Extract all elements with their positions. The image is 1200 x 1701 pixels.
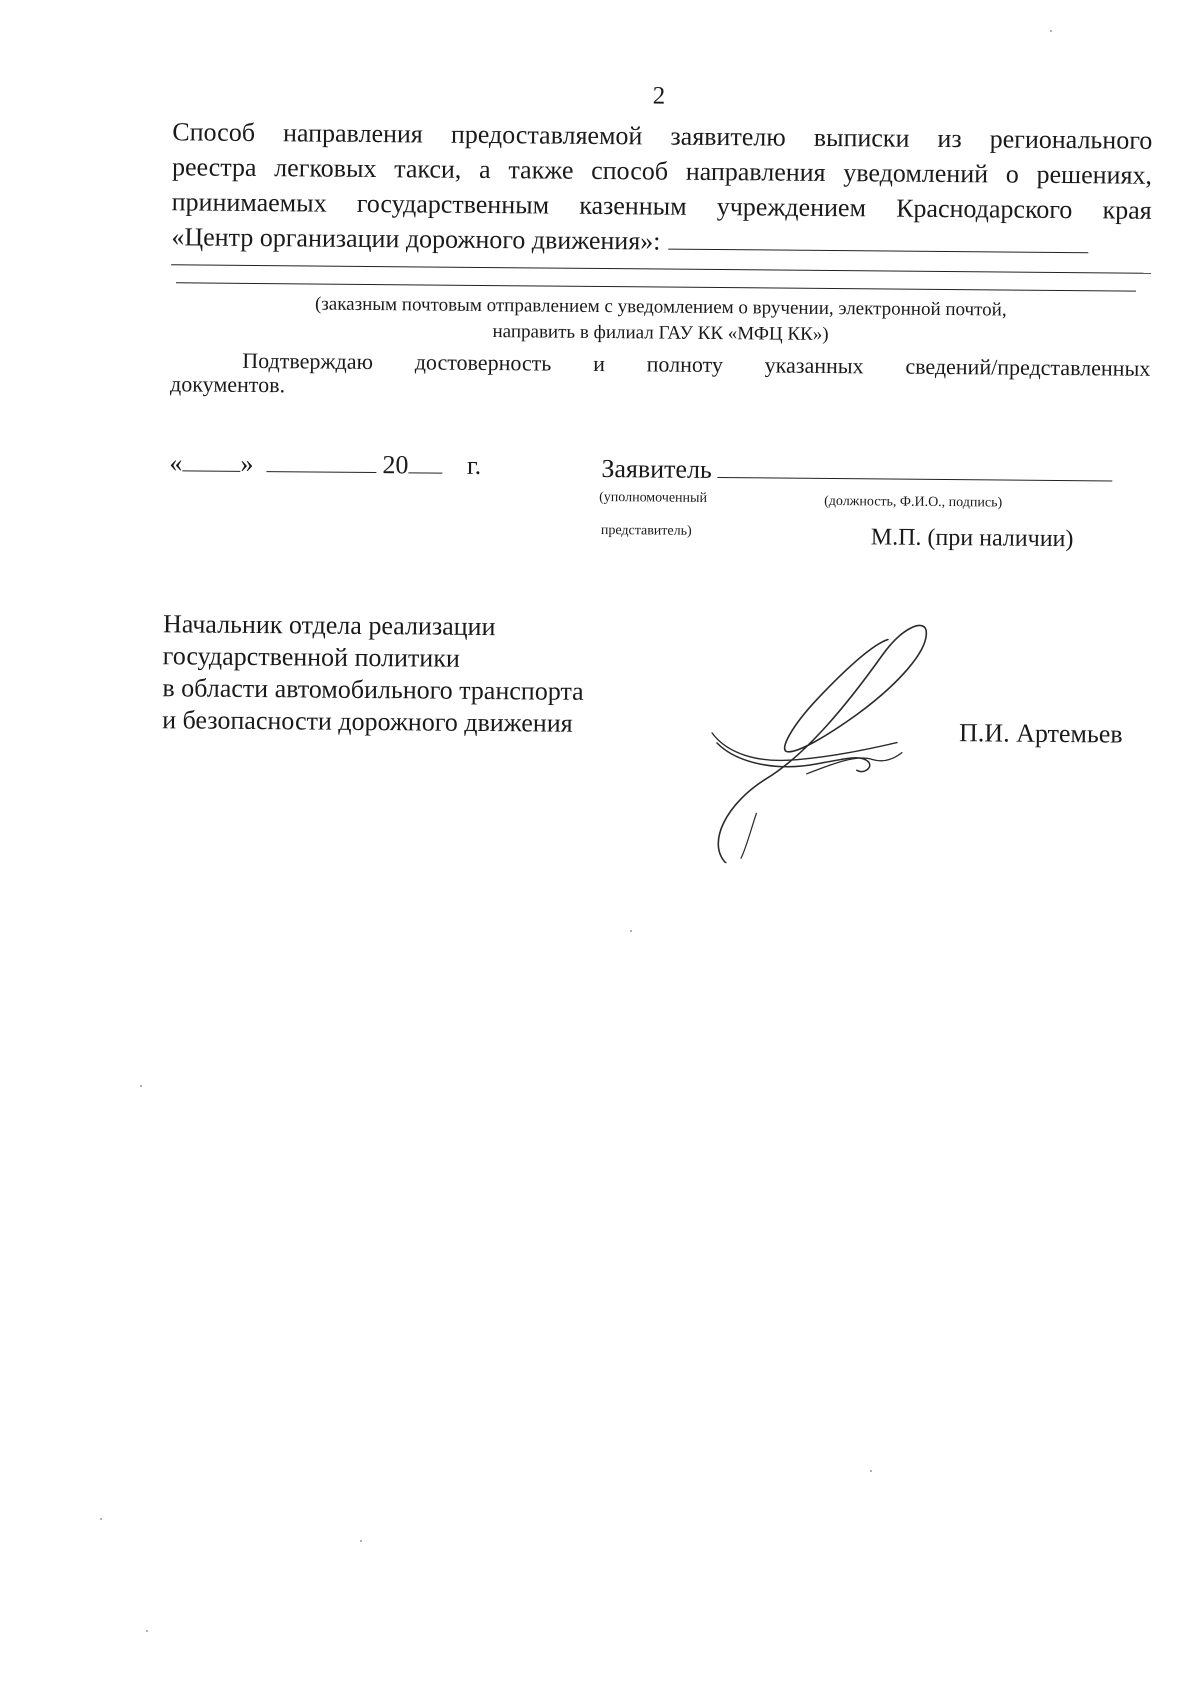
applicant-label: Заявитель — [601, 454, 712, 484]
paragraph-line: Способ направления предоставляемой заявителю выписки из регионального — [172, 117, 1153, 155]
scan-speck — [870, 1470, 872, 1472]
day-field[interactable] — [182, 450, 240, 472]
paragraph-line-with-field — [171, 219, 1151, 263]
signature-sublabel: (должность, Ф.И.О., подпись) — [824, 493, 1003, 511]
date-open-quote: « — [169, 448, 183, 478]
delivery-method-paragraph — [171, 114, 1152, 263]
month-field[interactable] — [266, 451, 376, 473]
delivery-method-hint — [170, 290, 1150, 351]
date-field — [169, 448, 481, 481]
scan-speck — [100, 1518, 102, 1520]
paragraph-line: реестра легковых такси, а также способ направления уведомлений о решениях, — [171, 152, 1153, 190]
year-prefix: 20 — [382, 450, 409, 480]
chief-title-line: государственной политики — [162, 641, 460, 673]
confirmation-line: Подтверждаю достоверность и полноту указанных сведений/представленных — [242, 347, 1151, 381]
applicant-sublabel: представитель) — [600, 523, 692, 539]
paragraph-line: принимаемых государственным казенным учреждением Краснодарского края — [171, 187, 1152, 225]
applicant-sublabel: (уполномоченный — [599, 489, 708, 506]
scan-speck — [630, 930, 632, 932]
delivery-method-field-line[interactable] — [171, 264, 1151, 274]
chief-title-line: Начальник отдела реализации — [162, 609, 496, 642]
year-suffix: г. — [466, 450, 482, 480]
chief-title-line: и безопасности дорожного движения — [162, 705, 573, 738]
handwritten-signature — [696, 613, 968, 865]
paragraph-line: «Центр организации дорожного движения»: — [171, 222, 661, 256]
scan-speck — [146, 1630, 148, 1632]
confirmation-line: документов. — [170, 371, 286, 398]
signer-name: П.И. Артемьев — [958, 718, 1123, 749]
hint-line: (заказным почтовым отправлением с уведомлением о вручении, электронной почтой, — [314, 293, 1007, 321]
applicant-signature-field — [601, 454, 1113, 488]
page-number: 2 — [652, 82, 666, 110]
scan-speck — [360, 1540, 362, 1542]
applicant-signature-line[interactable] — [718, 457, 1113, 481]
stamp-note: М.П. (при наличии) — [870, 524, 1074, 553]
chief-title-block — [162, 608, 584, 740]
scan-speck — [140, 1085, 142, 1087]
hint-line: направить в филиал ГАУ КК «МФЦ КК») — [492, 321, 829, 345]
year-field[interactable] — [408, 452, 442, 473]
confirmation-statement — [170, 348, 1150, 405]
delivery-method-underline — [176, 282, 1136, 291]
delivery-method-field[interactable] — [668, 227, 1088, 254]
scan-speck — [1050, 30, 1052, 32]
chief-title-line: в области автомобильного транспорта — [162, 673, 584, 706]
date-close-quote: » — [240, 448, 254, 478]
